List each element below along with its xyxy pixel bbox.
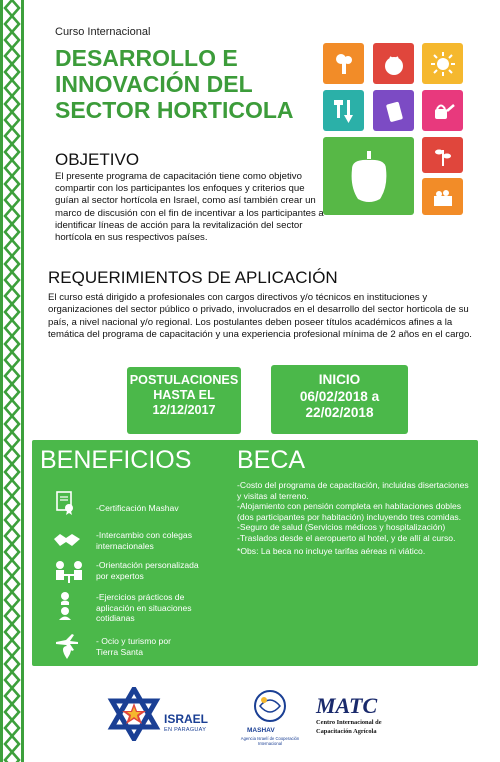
mentoring-icon (52, 559, 86, 585)
mashav-logo (252, 688, 288, 724)
mashav-logo-subtitle: Agencia Israelí de Cooperación Internacional (240, 736, 300, 746)
inicio-box (271, 365, 408, 434)
beca-heading: BECA (237, 446, 306, 474)
postulaciones-line-3: 12/12/2017 (152, 403, 216, 417)
israel-logo-subtitle: EN PARAGUAY (164, 727, 207, 733)
tomato-icon (373, 43, 414, 84)
beca-item: -Traslados desde el aeropuerto al hotel, y de allí al curso. (237, 532, 456, 543)
matc-logo-subtitle: Centro Internacional de Capacitación Agrícola (316, 719, 382, 735)
benefit-item: -Certificación Mashav (96, 503, 179, 513)
seedling-icon (422, 137, 463, 173)
objetivo-text: El presente programa de capacitación tiene como objetivo compartir con los participantes los enfoques y criterios que guían al sector hortícola en Israel, como así también crear un marco de discusión con el fin de incentivar a los participantes a identificar líneas de acción para la revitalización del sector hortícola en sus respectivos países. (55, 171, 324, 244)
postulaciones-box (127, 367, 241, 434)
idea-person-icon (52, 591, 78, 621)
travel-icon (52, 632, 82, 662)
inicio-line-1: INICIO (318, 372, 361, 387)
decorative-border-pattern (0, 0, 24, 762)
requerimientos-heading: REQUERIMIENTOS DE APLICACIÓN (48, 268, 338, 287)
israel-logo-text: ISRAEL (164, 712, 209, 726)
mashav-logo-text: MASHAV (247, 727, 275, 734)
course-label: Curso Internacional (55, 26, 151, 38)
matc-logo-text: MATC (316, 693, 378, 718)
handshake-icon (52, 529, 82, 551)
beca-item: -Alojamiento con pensión completa en habitaciones dobles (dos participantes por habitación) incluyendo tres comidas. (237, 501, 462, 522)
beneficios-heading: BENEFICIOS (40, 446, 192, 474)
beca-note: *Obs: La beca no incluye tarifas aéreas ni viático. (237, 545, 426, 556)
israel-star-logo (107, 687, 161, 741)
postulaciones-line-1: POSTULACIONES (129, 373, 239, 387)
fertilizer-bag-icon (373, 90, 414, 131)
sun-icon (422, 43, 463, 84)
harvest-crate-icon (422, 178, 463, 215)
beca-item: -Costo del programa de capacitación, incluidas disertaciones y visitas al terreno. (237, 480, 469, 501)
inicio-line-3: 22/02/2018 (305, 405, 374, 420)
benefit-item: -Intercambio con colegas internacionales (96, 530, 193, 551)
vegetables-icon (323, 43, 364, 84)
watering-can-icon (422, 90, 463, 131)
main-title: DESARROLLO E INNOVACIÓN DEL SECTOR HORTICOLA (55, 45, 294, 123)
certificate-icon (52, 490, 78, 516)
inicio-line-2: 06/02/2018 a (299, 388, 380, 404)
garden-tools-icon (323, 90, 364, 131)
beca-list (237, 480, 473, 556)
bell-pepper-icon (323, 137, 414, 215)
objetivo-heading: OBJETIVO (55, 150, 140, 169)
postulaciones-line-2: HASTA EL (153, 388, 215, 402)
benefit-item: - Ocio y turismo por Tierra Santa (96, 636, 171, 657)
benefit-item: -Orientación personalizada por expertos (96, 560, 199, 581)
requerimientos-text: El curso está dirigido a profesionales con cargos directivos y/o técnicos en instituciones y organizaciones del sector público o privado, involucrados en el desarrollo del sector horticola de su país, a nivel nacional y/o regional. Los postulantes deben poseer títulos académicos afines a la temática del programa de capacitación y una experiencia profesional mínima de 2 años en el cargo. (48, 292, 472, 340)
benefit-item: -Ejercicios prácticos de aplicación en situaciones cotidianas (96, 592, 192, 623)
beca-item: -Seguro de salud (Servicios médicos y hospitalización) (237, 522, 446, 533)
